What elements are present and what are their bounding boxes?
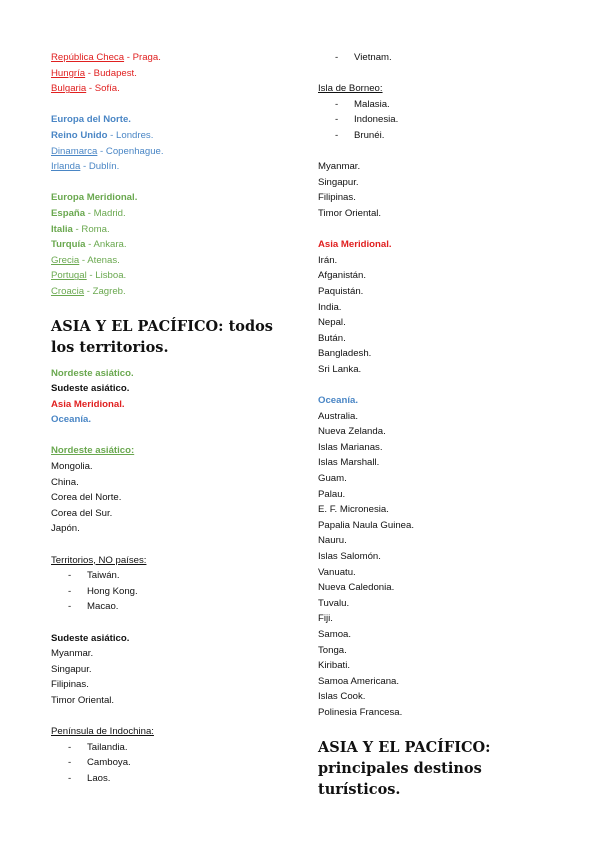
country-name: España: [51, 207, 86, 219]
section-title: Isla de Borneo:: [318, 83, 383, 95]
dash-bullet: -: [68, 741, 72, 753]
list-item: Sri Lanka.: [318, 363, 362, 375]
separator: -: [86, 83, 95, 95]
bullet-item: [318, 50, 558, 66]
list-item: Polinesia Francesa.: [318, 706, 403, 718]
sudeste-section: [51, 631, 281, 709]
country-line: [51, 222, 281, 238]
dash-bullet: -: [68, 585, 72, 597]
section-title: Nordeste asiático:: [51, 445, 135, 457]
country-name: Turquía: [51, 239, 86, 251]
capital: Lisboa.: [95, 270, 127, 282]
bullet-item: [51, 771, 281, 787]
list-item: Nauru.: [318, 535, 347, 547]
list-item: Nueva Caledonia.: [318, 582, 395, 594]
bullet-item: [51, 599, 281, 615]
list-item: Samoa.: [318, 628, 352, 640]
list-item: Afganistán.: [318, 270, 367, 282]
section-title: Oceanía.: [318, 395, 358, 407]
country-link[interactable]: Portugal: [51, 270, 87, 282]
asia-meridional-section: [318, 237, 558, 377]
region-summary-item: Nordeste asiático.: [51, 367, 134, 379]
bullet-item: [51, 584, 281, 600]
capital: Praga.: [132, 52, 161, 63]
list-item: Nepal.: [318, 317, 346, 329]
sudeste-repeat: [318, 159, 558, 221]
spacer: [51, 709, 281, 725]
dash-bullet: -: [68, 570, 72, 582]
list-item: Islas Marianas.: [318, 441, 383, 453]
list-item: Fiji.: [318, 613, 333, 625]
spacer: [318, 377, 558, 393]
country-name: Italia: [51, 223, 73, 235]
bullet-item: [51, 740, 281, 756]
country-line: [51, 128, 281, 144]
country-line: [51, 268, 281, 284]
spacer: [318, 222, 558, 238]
dash-bullet: -: [335, 98, 339, 110]
list-item: Corea del Sur.: [51, 507, 113, 519]
spacer: [51, 97, 281, 113]
capital: Copenhague.: [105, 145, 164, 157]
separator: -: [97, 145, 106, 157]
indochina-section: [51, 724, 281, 786]
bullet-item: [51, 568, 281, 584]
europa-meridional-section: [51, 190, 281, 299]
list-item: India.: [318, 301, 342, 313]
dash-bullet: -: [68, 772, 72, 784]
right-column: [318, 50, 558, 808]
country-link[interactable]: Croacia: [51, 285, 85, 297]
list-item: Timor Oriental.: [51, 694, 115, 706]
list-item: Tonga.: [318, 644, 347, 656]
dash-bullet: -: [335, 114, 339, 126]
dash-bullet: -: [335, 129, 339, 141]
section-title: Asia Meridional.: [318, 239, 392, 251]
spacer: [51, 428, 281, 444]
country-line: [51, 237, 281, 253]
borneo-section: [318, 81, 558, 143]
section-title: Sudeste asiático.: [51, 632, 130, 644]
country-link[interactable]: Irlanda: [51, 161, 81, 173]
country-line: [51, 159, 281, 175]
capital: Zagreb.: [92, 285, 126, 297]
country-link[interactable]: República Checa: [51, 52, 125, 63]
nordeste-section: [51, 443, 281, 537]
list-item: Myanmar.: [318, 161, 361, 173]
capital: Ankara.: [93, 239, 127, 251]
bullet-text: Malasia.: [354, 98, 390, 110]
bullet-item: [318, 112, 558, 128]
europa-norte-section: [51, 112, 281, 174]
bullet-item: [51, 755, 281, 771]
bullet-text: Indonesia.: [354, 114, 399, 126]
list-item: Singapur.: [51, 663, 92, 675]
country-name: Reino Unido: [51, 129, 108, 141]
bullet-text: Macao.: [87, 601, 119, 613]
spacer: [51, 615, 281, 631]
oceania-section: [318, 393, 558, 720]
spacer: [51, 175, 281, 191]
country-line: [51, 81, 281, 97]
list-item: Paquistán.: [318, 285, 364, 297]
list-item: Guam.: [318, 473, 347, 485]
list-item: Islas Marshall.: [318, 457, 380, 469]
spacer: [318, 144, 558, 160]
country-line: [51, 253, 281, 269]
separator: -: [84, 285, 93, 297]
capital: Budapest.: [93, 67, 137, 79]
list-item: Tuvalu.: [318, 597, 350, 609]
country-link[interactable]: Grecia: [51, 254, 80, 266]
spacer: [51, 537, 281, 553]
separator: -: [80, 161, 89, 173]
capital: Roma.: [81, 223, 110, 235]
separator: -: [86, 270, 96, 282]
list-item: Mongolia.: [51, 461, 93, 473]
section-heading: ASIA Y EL PACÍFICO: principales destinos turísticos.: [318, 738, 491, 798]
bullet-text: Taiwán.: [87, 570, 120, 582]
capital: Sofía.: [94, 83, 120, 95]
bullet-text: Laos.: [87, 772, 111, 784]
spacer: [318, 66, 558, 82]
left-column: [51, 50, 281, 787]
bullet-text: Tailandia.: [87, 741, 128, 753]
section-heading: ASIA Y EL PACÍFICO: todos los territorios.: [51, 317, 273, 356]
europa-este-tail: [51, 50, 281, 97]
capital: Atenas.: [87, 254, 120, 266]
country-link[interactable]: Hungría: [51, 67, 86, 79]
list-item: Samoa Americana.: [318, 675, 400, 687]
separator: -: [107, 129, 117, 141]
capital: Madrid.: [93, 207, 126, 219]
list-item: Bután.: [318, 332, 346, 344]
list-item: Vanuatu.: [318, 566, 356, 578]
section-title: Territorios, NO países:: [51, 554, 147, 566]
list-item: Filipinas.: [51, 679, 89, 691]
section-title: Europa Meridional.: [51, 192, 138, 204]
list-item: Myanmar.: [51, 648, 94, 660]
list-item: E. F. Micronesia.: [318, 504, 389, 516]
list-item: China.: [51, 476, 79, 488]
section-title: Europa del Norte.: [51, 114, 131, 126]
country-line: [51, 284, 281, 300]
country-line: [51, 206, 281, 222]
region-summary-item: Sudeste asiático.: [51, 383, 130, 395]
section-title: Península de Indochina:: [51, 726, 154, 738]
list-item: Bangladesh.: [318, 348, 372, 360]
region-summary-item: Oceanía.: [51, 414, 91, 426]
territorios-section: [51, 553, 281, 615]
bullet-item: [318, 97, 558, 113]
list-item: Islas Salomón.: [318, 551, 381, 562]
list-item: Singapur.: [318, 176, 359, 188]
list-item: Papalia Naula Guinea.: [318, 519, 415, 531]
bullet-text: Camboya.: [87, 757, 131, 769]
list-item: Kiribati.: [318, 660, 350, 672]
list-item: Australia.: [318, 410, 358, 422]
country-line: [51, 144, 281, 160]
country-link[interactable]: Dinamarca: [51, 145, 98, 157]
dash-bullet: -: [68, 601, 72, 613]
list-item: Islas Cook.: [318, 691, 366, 703]
separator: -: [79, 254, 88, 266]
dash-bullet: -: [68, 757, 72, 769]
capital: Dublín.: [88, 161, 120, 173]
dash-bullet: -: [335, 52, 339, 63]
separator: -: [85, 239, 94, 251]
bullet-text: Brunéi.: [354, 129, 385, 141]
bullet-text: Hong Kong.: [87, 585, 138, 597]
country-link[interactable]: Bulgaria: [51, 83, 87, 95]
region-summary: [51, 366, 281, 428]
bullet-item: [318, 128, 558, 144]
list-item: Timor Oriental.: [318, 207, 382, 219]
list-item: Filipinas.: [318, 192, 356, 204]
list-item: Irán.: [318, 254, 338, 266]
bullet-text: Vietnam.: [354, 52, 392, 63]
list-item: Japón.: [51, 523, 80, 535]
country-line: [51, 50, 281, 66]
separator: -: [85, 67, 94, 79]
list-item: Palau.: [318, 488, 346, 500]
capital: Londres.: [116, 129, 154, 141]
separator: -: [85, 207, 94, 219]
list-item: Nueva Zelanda.: [318, 426, 386, 438]
list-item: Corea del Norte.: [51, 492, 122, 504]
region-summary-item: Asia Meridional.: [51, 398, 125, 410]
separator: -: [124, 52, 133, 63]
indochina-tail: [318, 50, 558, 66]
country-line: [51, 66, 281, 82]
separator: -: [72, 223, 82, 235]
